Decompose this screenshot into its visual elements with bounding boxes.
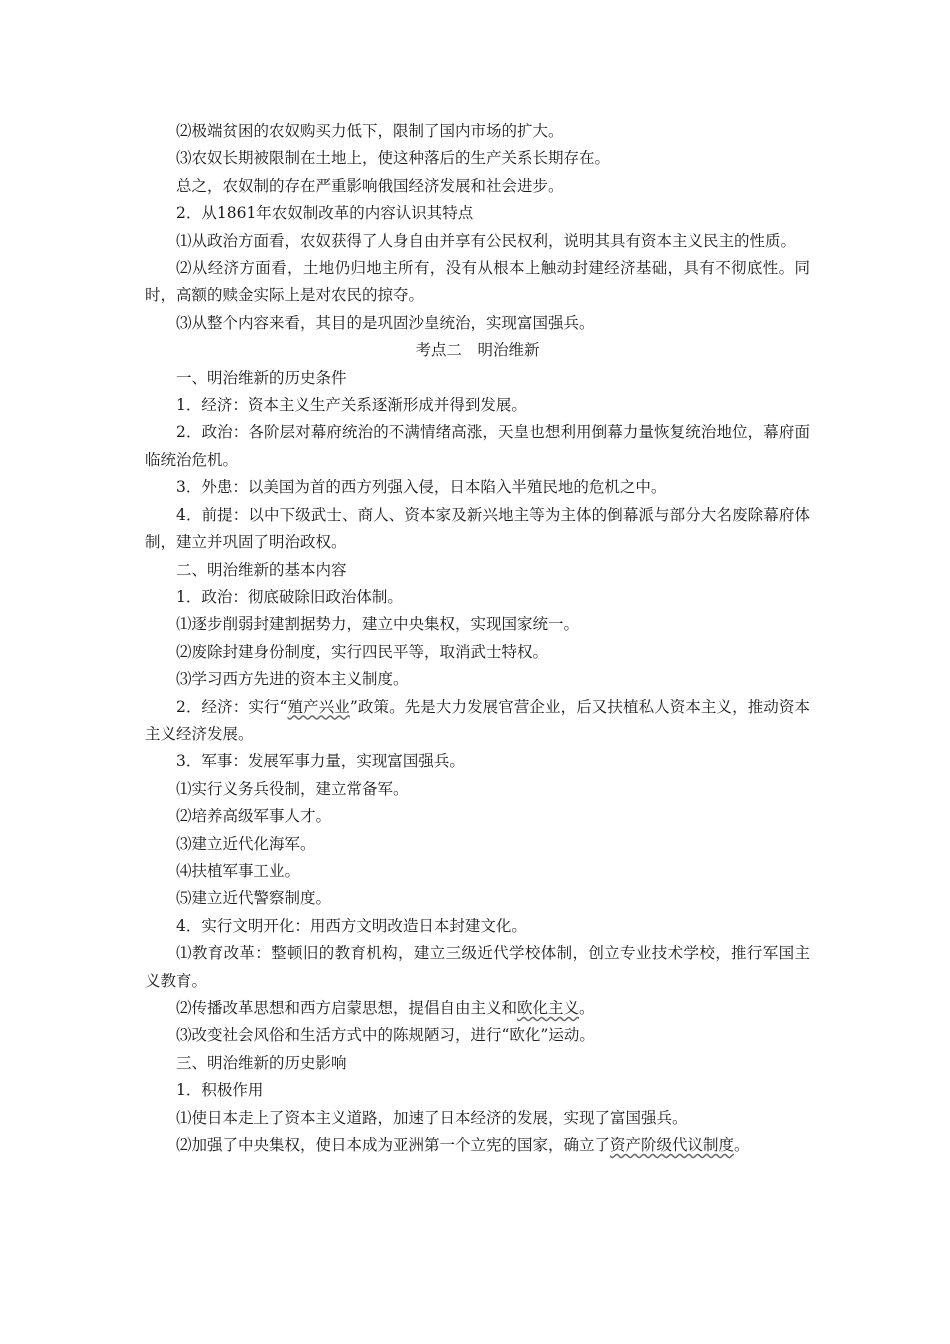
paragraph: 1．经济：资本主义生产关系逐渐形成并得到发展。: [176, 396, 527, 415]
paragraph: 总之，农奴制的存在严重影响俄国经济发展和社会进步。: [176, 176, 564, 195]
paragraph: ⑶学习西方先进的资本主义制度。: [176, 670, 409, 689]
paragraph: ⑴实行义务兵役制，建立常备军。: [176, 779, 409, 798]
paragraph: [145, 694, 810, 749]
paragraph: [145, 995, 810, 1022]
paragraph: 3．外患：以美国为首的西方列强入侵，日本陷入半殖民地的危机之中。: [176, 478, 667, 497]
paragraph: ⑶农奴长期被限制在土地上，使这种落后的生产关系长期存在。: [176, 149, 611, 168]
section-subheading: 二、明治维新的基本内容: [176, 560, 347, 579]
paragraph-text: ”政策。先是大力发展官营企业，后又扶植私人资本主义，推动资本主义经济发展。: [145, 697, 810, 743]
paragraph: ⑵培养高级军事人才。: [176, 807, 332, 826]
paragraph-text: ⑵加强了中央集权，使日本成为亚洲第一个立宪的国家，确立了: [176, 1136, 611, 1155]
paragraph: ⑷扶植军事工业。: [176, 861, 301, 880]
paragraph: ⑵从经济方面看，土地仍归地主所有，没有从根本上触动封建经济基础，具有不彻底性。同时，高额的赎金实际上是对农民的掠夺。: [145, 259, 810, 305]
section-heading: 考点二 明治维新: [415, 341, 540, 360]
paragraph: 2．政治：各阶层对幕府统治的不满情绪高涨，天皇也想利用倒幕力量恢复统治地位，幕府面临统治危机。: [145, 423, 810, 469]
paragraph-text: 。: [579, 999, 595, 1017]
paragraph: 4．前提：以中下级武士、商人、资本家及新兴地主等为主体的倒幕派与部分大名废除幕府体制，建立并巩固了明治政权。: [145, 505, 810, 552]
paragraph-text: 2．经济：实行“: [176, 697, 288, 716]
paragraph: ⑴使日本走上了资本主义道路，加速了日本经济的发展，实现了富国强兵。: [176, 1108, 688, 1127]
paragraph: ⑶从整个内容来看，其目的是巩固沙皇统治，实现富国强兵。: [176, 313, 595, 332]
paragraph-text: ⑵传播改革思想和西方启蒙思想，提倡自由主义和: [176, 999, 518, 1017]
paragraph: ⑵废除封建身份制度，实行四民平等，取消武士特权。: [176, 642, 549, 661]
paragraph: 4．实行文明开化：用西方文明改造日本封建文化。: [176, 916, 527, 935]
paragraph: [145, 1132, 810, 1159]
underlined-term: 殖产兴业: [287, 697, 350, 716]
paragraph: ⑴教育改革：整顿旧的教育机构，建立三级近代学校体制，创立专业技术学校，推行军国主义教育。: [145, 944, 810, 990]
paragraph: 1．积极作用: [176, 1081, 264, 1100]
paragraph: ⑴逐步削弱封建割据势力，建立中央集权，实现国家统一。: [176, 615, 580, 634]
document-body: [145, 118, 810, 1159]
paragraph: ⑸建立近代警察制度。: [176, 889, 332, 908]
section-subheading: 2．从1861年农奴制改革的内容认识其特点: [176, 204, 474, 223]
paragraph: ⑴从政治方面看，农奴获得了人身自由并享有公民权利，说明其具有资本主义民主的性质。: [176, 231, 797, 250]
paragraph-text: 。: [734, 1136, 750, 1155]
section-subheading: 一、明治维新的历史条件: [176, 368, 347, 387]
section-subheading: 三、明治维新的历史影响: [176, 1053, 347, 1072]
underlined-term: 资产阶级代议制度: [610, 1136, 735, 1155]
paragraph: 3．军事：发展军事力量，实现富国强兵。: [176, 752, 465, 771]
paragraph: ⑶建立近代化海军。: [176, 834, 316, 853]
underlined-term: 欧化主义: [517, 999, 580, 1017]
paragraph: ⑶改变社会风俗和生活方式中的陈规陋习，进行“欧化”运动。: [176, 1026, 595, 1045]
paragraph: 1．政治：彻底破除旧政治体制。: [176, 587, 403, 606]
paragraph: ⑵极端贫困的农奴购买力低下，限制了国内市场的扩大。: [176, 122, 564, 140]
